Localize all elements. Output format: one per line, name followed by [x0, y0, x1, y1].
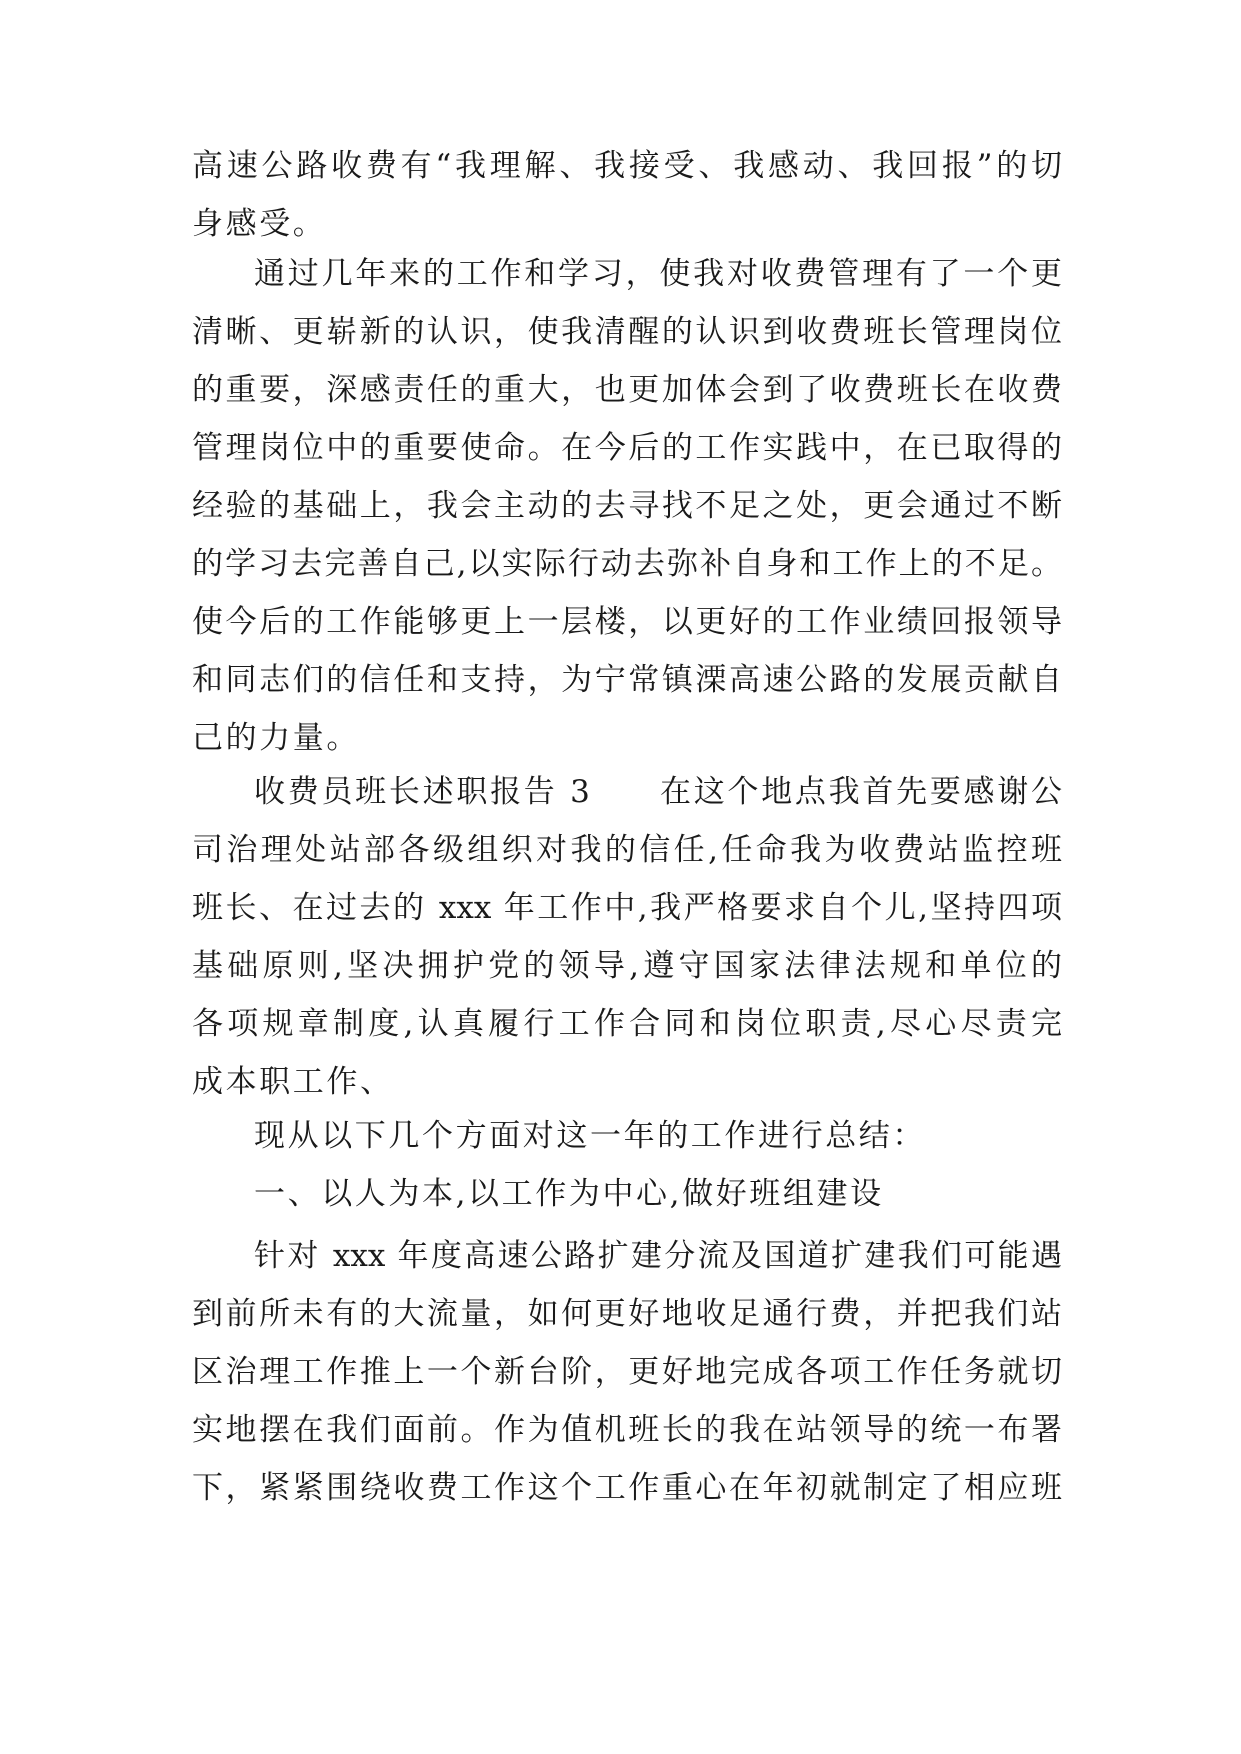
- text-line: 针对 xxx 年度高速公路扩建分流及国道扩建我们可能遇: [254, 1238, 1062, 1274]
- text-line: 使今后的工作能够更上一层楼，以更好的工作业绩回报领导: [192, 604, 1062, 640]
- text-line: 各项规章制度,认真履行工作合同和岗位职责,尽心尽责完: [192, 1006, 1062, 1042]
- text-line: 实地摆在我们面前。作为值机班长的我在站领导的统一布署: [192, 1412, 1062, 1448]
- text-line: 基础原则,坚决拥护党的领导,遵守国家法律法规和单位的: [192, 948, 1062, 984]
- text-line: 司治理处站部各级组织对我的信任,任命我为收费站监控班: [192, 832, 1062, 868]
- text-line: 区治理工作推上一个新台阶，更好地完成各项工作任务就切: [192, 1354, 1062, 1390]
- text-line: 成本职工作、: [192, 1064, 394, 1100]
- text-line: 高速公路收费有“我理解、我接受、我感动、我回报”的切: [192, 148, 1062, 184]
- text-line: 到前所未有的大流量，如何更好地收足通行费，并把我们站: [192, 1296, 1062, 1332]
- text-line: 清晰、更崭新的认识，使我清醒的认识到收费班长管理岗位: [192, 314, 1062, 350]
- text-line: 身感受。: [192, 206, 327, 242]
- text-line: 班长、在过去的 xxx 年工作中,我严格要求自个儿,坚持四项: [192, 890, 1062, 926]
- text-line: 经验的基础上，我会主动的去寻找不足之处，更会通过不断: [192, 488, 1062, 524]
- text-line: 一、以人为本,以工作为中心,做好班组建设: [254, 1176, 884, 1212]
- text-line: 收费员班长述职报告 3 在这个地点我首先要感谢公: [254, 774, 1062, 810]
- text-line: 己的力量。: [192, 720, 360, 756]
- text-line: 和同志们的信任和支持，为宁常镇溧高速公路的发展贡献自: [192, 662, 1062, 698]
- text-line: 管理岗位中的重要使命。在今后的工作实践中，在已取得的: [192, 430, 1062, 466]
- text-line: 下，紧紧围绕收费工作这个工作重心在年初就制定了相应班: [192, 1470, 1062, 1506]
- text-line: 通过几年来的工作和学习，使我对收费管理有了一个更: [254, 256, 1062, 292]
- text-line: 现从以下几个方面对这一年的工作进行总结：: [254, 1118, 926, 1154]
- text-line: 的重要，深感责任的重大，也更加体会到了收费班长在收费: [192, 372, 1062, 408]
- text-line: 的学习去完善自己,以实际行动去弥补自身和工作上的不足。: [192, 546, 1062, 582]
